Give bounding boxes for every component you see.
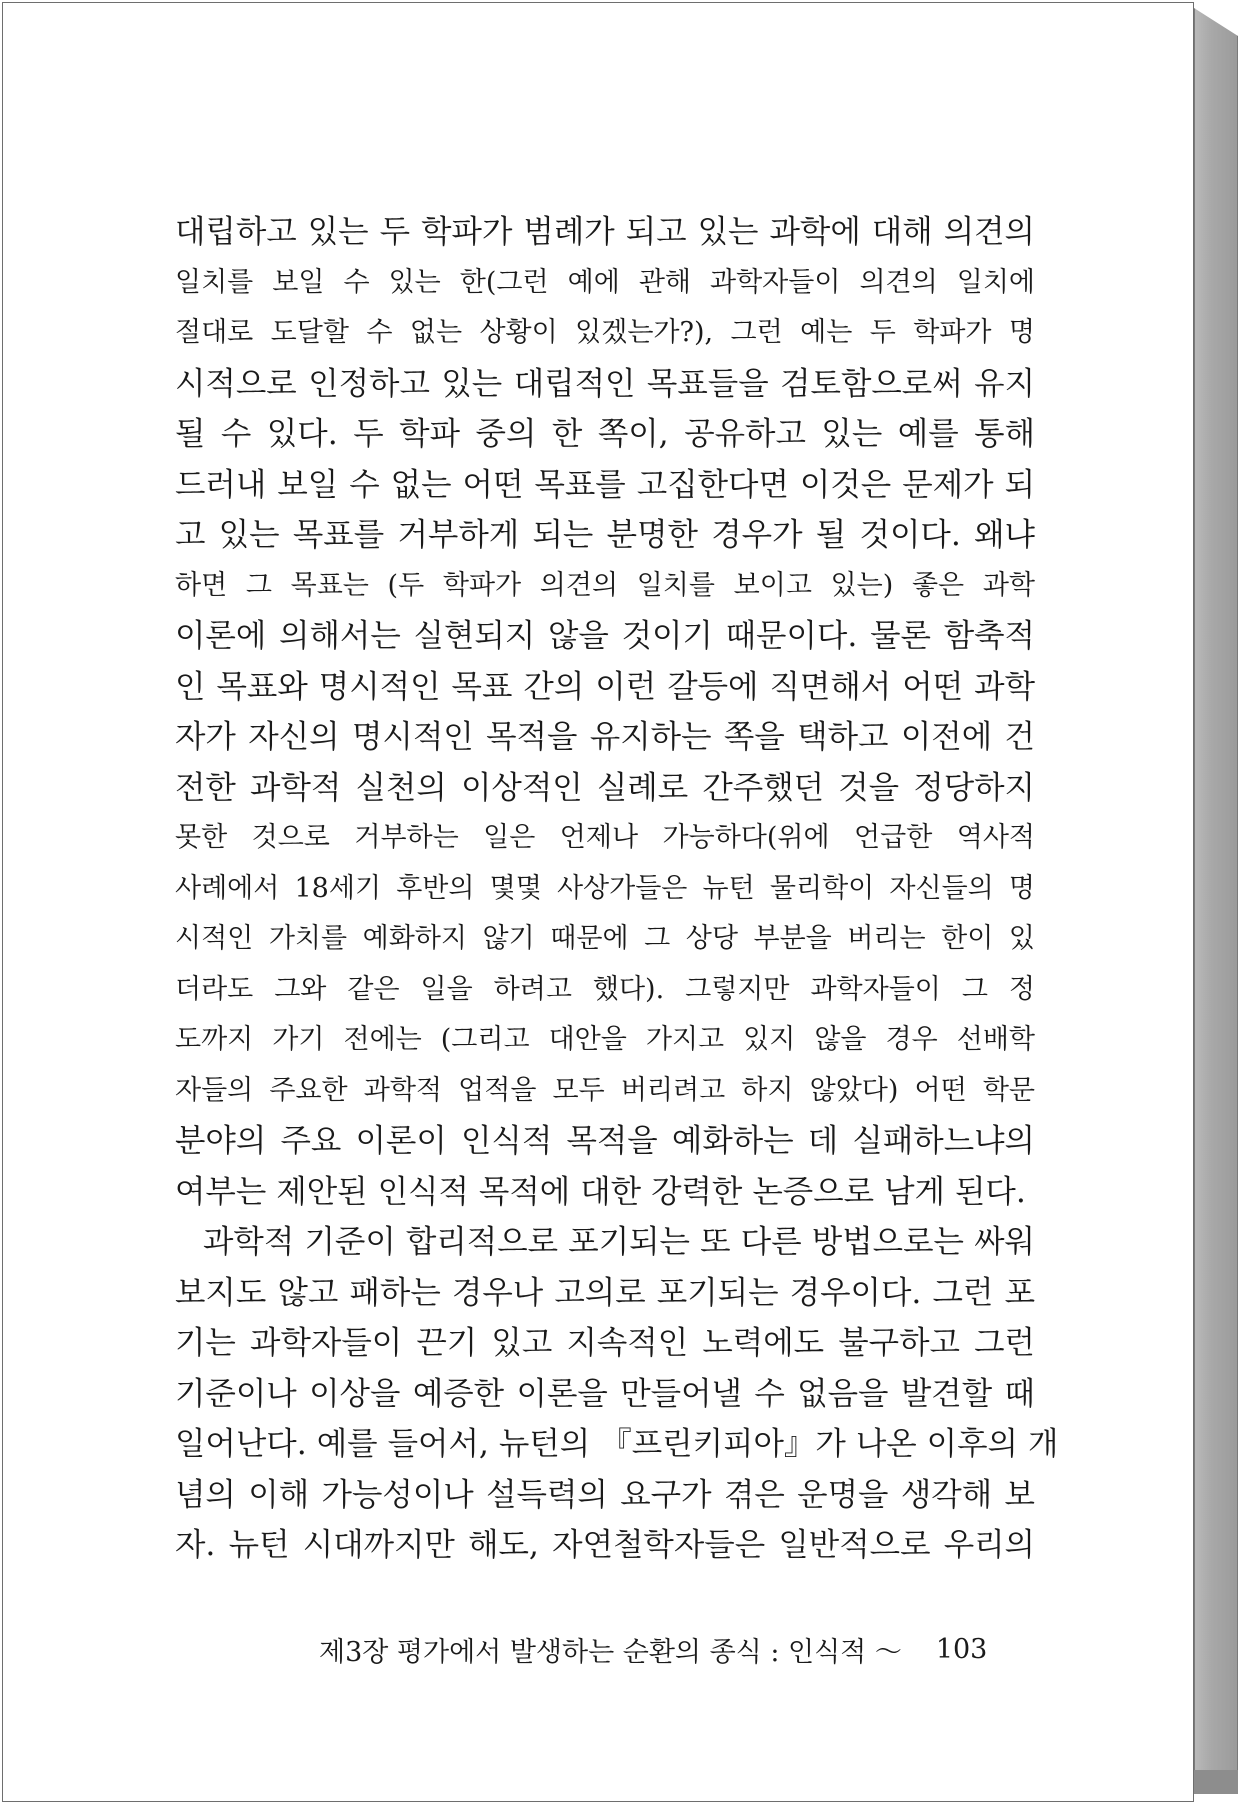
text-line: 과학적 기준이 합리적으로 포기되는 또 다른 방법으로는 싸워 — [203, 1224, 1035, 1260]
running-chapter-title: 제3장 평가에서 발생하는 순환의 종식 : 인식적 ～ — [319, 1636, 902, 1668]
text-line: 절대로 도달할 수 없는 상황이 있겠는가?), 그런 예는 두 학파가 명 — [175, 317, 1035, 348]
text-line: 여부는 제안된 인식적 목적에 대한 강력한 논증으로 남게 된다. — [175, 1173, 1026, 1210]
book-page — [2, 2, 1194, 1802]
text-line: 념의 이해 가능성이나 설득력의 요구가 겪은 운명을 생각해 보 — [175, 1476, 1035, 1513]
book-page-edge-shadow — [1194, 1770, 1238, 1794]
page-footer — [319, 1628, 999, 1670]
text-line: 기준이나 이상을 예증한 이론을 만들어낼 수 없음을 발견할 때 — [175, 1375, 1035, 1412]
text-line: 이론에 의해서는 실현되지 않을 것이기 때문이다. 물론 함축적 — [175, 618, 1035, 654]
text-line: 자들의 주요한 과학적 업적을 모두 버리려고 하지 않았다) 어떤 학문 — [175, 1074, 1035, 1106]
text-line: 더라도 그와 같은 일을 하려고 했다). 그렇지만 과학자들이 그 정 — [175, 973, 1035, 1005]
text-line: 도까지 가기 전에는 (그리고 대안을 가지고 있지 않을 경우 선배학 — [175, 1024, 1035, 1055]
text-line: 드러내 보일 수 없는 어떤 목표를 고집한다면 이것은 문제가 되 — [175, 466, 1035, 503]
text-line: 일어난다. 예를 들어서, 뉴턴의 『프린키피아』가 나온 이후의 개 — [175, 1426, 1059, 1462]
text-line: 시적으로 인정하고 있는 대립적인 목표들을 검토함으로써 유지 — [175, 365, 1035, 402]
text-line: 인 목표와 명시적인 목표 간의 이런 갈등에 직면해서 어떤 과학 — [175, 668, 1035, 705]
text-line: 될 수 있다. 두 학파 중의 한 쪽이, 공유하고 있는 예를 통해 — [175, 416, 1035, 452]
text-line: 자. 뉴턴 시대까지만 해도, 자연철학자들은 일반적으로 우리의 — [175, 1527, 1035, 1563]
text-line: 분야의 주요 이론이 인식적 목적을 예화하는 데 실패하느냐의 — [175, 1123, 1035, 1159]
page-number: 103 — [935, 1633, 988, 1665]
text-line: 기는 과학자들이 끈기 있고 지속적인 노력에도 불구하고 그런 — [175, 1325, 1035, 1361]
text-line: 전한 과학적 실천의 이상적인 실례로 간주했던 것을 정당하지 — [175, 769, 1035, 806]
body-text — [175, 207, 1059, 1571]
text-line: 못한 것으로 거부하는 일은 언제나 가능하다(위에 언급한 역사적 — [175, 822, 1035, 853]
text-line: 보지도 않고 패하는 경우나 고의로 포기되는 경우이다. 그런 포 — [175, 1274, 1035, 1311]
text-line: 고 있는 목표를 거부하게 되는 분명한 경우가 될 것이다. 왜냐 — [175, 517, 1035, 553]
book-page-edge — [1194, 8, 1238, 1792]
text-line: 일치를 보일 수 있는 한(그런 예에 관해 과학자들이 의견의 일치에 — [175, 266, 1035, 298]
text-line: 사례에서 18세기 후반의 몇몇 사상가들은 뉴턴 물리학이 자신들의 명 — [175, 872, 1035, 904]
text-line: 시적인 가치를 예화하지 않기 때문에 그 상당 부분을 버리는 한이 있 — [175, 923, 1035, 954]
text-line: 하면 그 목표는 (두 학파가 의견의 일치를 보이고 있는) 좋은 과학 — [175, 569, 1035, 601]
text-line: 대립하고 있는 두 학파가 범례가 되고 있는 과학에 대해 의견의 — [175, 214, 1035, 250]
text-line: 자가 자신의 명시적인 목적을 유지하는 쪽을 택하고 이전에 건 — [175, 719, 1035, 755]
